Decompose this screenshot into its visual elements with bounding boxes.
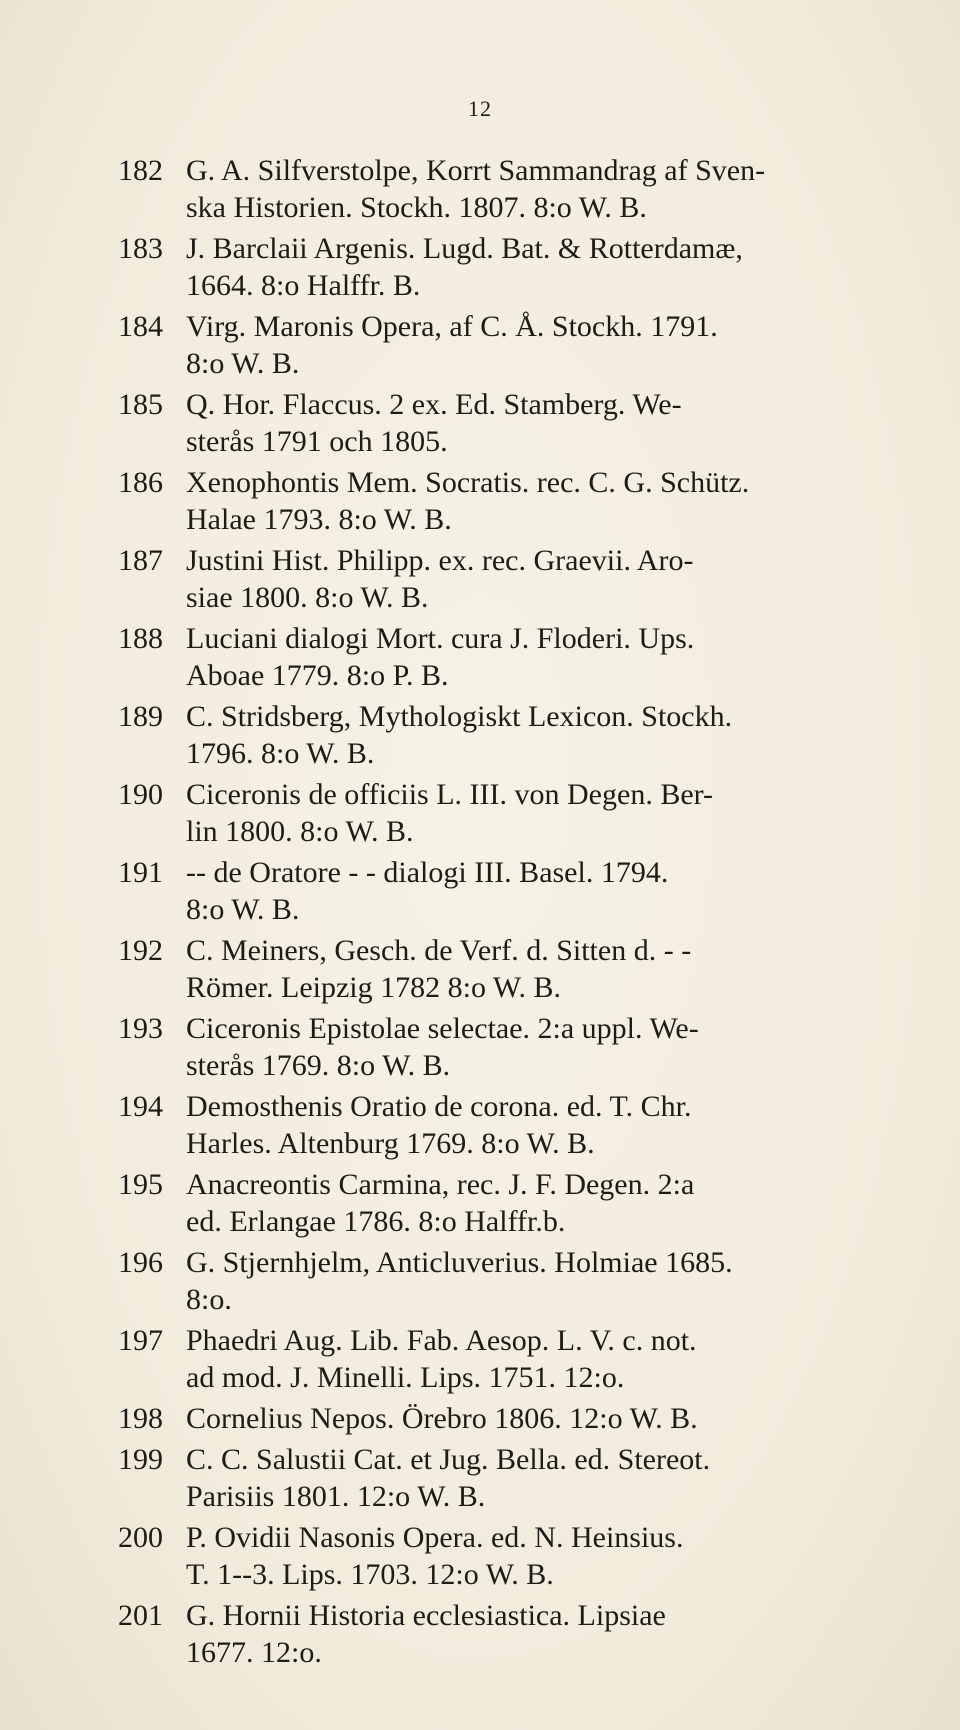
entry-line: sterås 1769. 8:o W. B.	[186, 1049, 451, 1082]
entry-line: Anacreontis Carmina, rec. J. F. Degen. 2:a	[186, 1168, 695, 1201]
entry-number: 193	[118, 1012, 163, 1045]
entry-line: Ciceronis de officiis L. III. von Degen. Ber-	[186, 778, 714, 811]
catalog-entry	[118, 776, 928, 850]
entry-line: lin 1800. 8:o W. B.	[186, 815, 414, 848]
entry-line: Justini Hist. Philipp. ex. rec. Graevii. Aro-	[186, 544, 694, 577]
entry-number: 192	[118, 934, 163, 967]
entry-line: Halae 1793. 8:o W. B.	[186, 503, 452, 536]
entry-text	[186, 932, 928, 1006]
catalog-entry	[118, 1166, 928, 1240]
entry-number: 187	[118, 544, 163, 577]
entry-text	[186, 152, 928, 226]
entry-text	[186, 1166, 928, 1240]
entry-number: 182	[118, 154, 163, 187]
entry-line: Ciceronis Epistolae selectae. 2:a uppl. We-	[186, 1012, 699, 1045]
entry-number: 200	[118, 1521, 163, 1554]
entry-text	[186, 698, 928, 772]
catalog-entry	[118, 386, 928, 460]
entry-line: Parisiis 1801. 12:o W. B.	[186, 1480, 486, 1513]
entry-line: 8:o.	[186, 1283, 232, 1316]
entry-number: 185	[118, 388, 163, 421]
entry-line: T. 1--3. Lips. 1703. 12:o W. B.	[186, 1558, 554, 1591]
entry-text	[186, 854, 928, 928]
entry-line: Aboae 1779. 8:o P. B.	[186, 659, 449, 692]
entry-line: J. Barclaii Argenis. Lugd. Bat. & Rotterdamæ,	[186, 232, 743, 265]
entry-line: G. A. Silfverstolpe, Korrt Sammandrag af Sven-	[186, 154, 766, 187]
entry-line: Virg. Maronis Opera, af C. Å. Stockh. 1791.	[186, 310, 718, 343]
entry-text	[186, 464, 928, 538]
entry-line: Cornelius Nepos. Örebro 1806. 12:o W. B.	[186, 1402, 698, 1435]
catalog-entry	[118, 1441, 928, 1515]
entry-text	[186, 1441, 928, 1515]
catalog-entry	[118, 1010, 928, 1084]
entry-line: 8:o W. B.	[186, 893, 300, 926]
entry-line: Phaedri Aug. Lib. Fab. Aesop. L. V. c. not.	[186, 1324, 697, 1357]
catalog-entry	[118, 1400, 928, 1437]
entry-line: Römer. Leipzig 1782 8:o W. B.	[186, 971, 561, 1004]
entry-number: 194	[118, 1090, 163, 1123]
entry-line: C. Meiners, Gesch. de Verf. d. Sitten d. - -	[186, 934, 692, 967]
entry-number: 191	[118, 856, 163, 889]
entry-text	[186, 1519, 928, 1593]
entry-number: 188	[118, 622, 163, 655]
catalog-entry	[118, 542, 928, 616]
entry-text	[186, 230, 928, 304]
catalog-entry	[118, 1088, 928, 1162]
entry-number: 189	[118, 700, 163, 733]
entry-text	[186, 386, 928, 460]
entry-text	[186, 1400, 928, 1437]
entry-line: ed. Erlangae 1786. 8:o Halffr.b.	[186, 1205, 566, 1238]
entry-number: 186	[118, 466, 163, 499]
entry-line: sterås 1791 och 1805.	[186, 425, 448, 458]
entry-number: 184	[118, 310, 163, 343]
entry-line: Q. Hor. Flaccus. 2 ex. Ed. Stamberg. We-	[186, 388, 682, 421]
catalog-entry	[118, 620, 928, 694]
catalog-entry	[118, 1597, 928, 1671]
entry-text	[186, 1088, 928, 1162]
entry-text	[186, 1244, 928, 1318]
entry-text	[186, 542, 928, 616]
entry-line: 8:o W. B.	[186, 347, 300, 380]
entry-text	[186, 1597, 928, 1671]
entry-line: Luciani dialogi Mort. cura J. Floderi. Ups.	[186, 622, 695, 655]
entry-number: 190	[118, 778, 163, 811]
entry-text	[186, 308, 928, 382]
catalog-entry	[118, 1244, 928, 1318]
entry-number: 199	[118, 1443, 163, 1476]
page-number: 12	[468, 96, 492, 121]
entry-line: 1677. 12:o.	[186, 1636, 322, 1669]
catalog-entry	[118, 1519, 928, 1593]
catalog-entry	[118, 152, 928, 226]
entry-line: Demosthenis Oratio de corona. ed. T. Chr.	[186, 1090, 692, 1123]
catalog-entry	[118, 1322, 928, 1396]
entry-line: G. Stjernhjelm, Anticluverius. Holmiae 1685.	[186, 1246, 733, 1279]
entry-line: Harles. Altenburg 1769. 8:o W. B.	[186, 1127, 595, 1160]
entry-number: 201	[118, 1599, 163, 1632]
entry-number: 195	[118, 1168, 163, 1201]
entry-line: siae 1800. 8:o W. B.	[186, 581, 429, 614]
entry-number: 197	[118, 1324, 163, 1357]
entry-line: C. C. Salustii Cat. et Jug. Bella. ed. Stereot.	[186, 1443, 711, 1476]
entry-line: 1796. 8:o W. B.	[186, 737, 375, 770]
entry-line: 1664. 8:o Halffr. B.	[186, 269, 421, 302]
catalog-entry	[118, 308, 928, 382]
entry-text	[186, 620, 928, 694]
catalog-entry	[118, 932, 928, 1006]
entry-number: 196	[118, 1246, 163, 1279]
catalog-entry	[118, 464, 928, 538]
catalog-entry	[118, 230, 928, 304]
entry-line: C. Stridsberg, Mythologiskt Lexicon. Stockh.	[186, 700, 733, 733]
entry-line: ska Historien. Stockh. 1807. 8:o W. B.	[186, 191, 647, 224]
entry-text	[186, 1322, 928, 1396]
entry-number: 183	[118, 232, 163, 265]
entry-line: -- de Oratore - - dialogi III. Basel. 1794.	[186, 856, 669, 889]
entry-text	[186, 1010, 928, 1084]
entry-line: Xenophontis Mem. Socratis. rec. C. G. Schütz.	[186, 466, 750, 499]
entry-text	[186, 776, 928, 850]
entry-line: P. Ovidii Nasonis Opera. ed. N. Heinsius.	[186, 1521, 684, 1554]
entry-number: 198	[118, 1402, 163, 1435]
entry-line: G. Hornii Historia ecclesiastica. Lipsiae	[186, 1599, 666, 1632]
catalog-entry	[118, 698, 928, 772]
entry-line: ad mod. J. Minelli. Lips. 1751. 12:o.	[186, 1361, 625, 1394]
catalog-entry	[118, 854, 928, 928]
catalog-entries	[118, 152, 928, 1675]
